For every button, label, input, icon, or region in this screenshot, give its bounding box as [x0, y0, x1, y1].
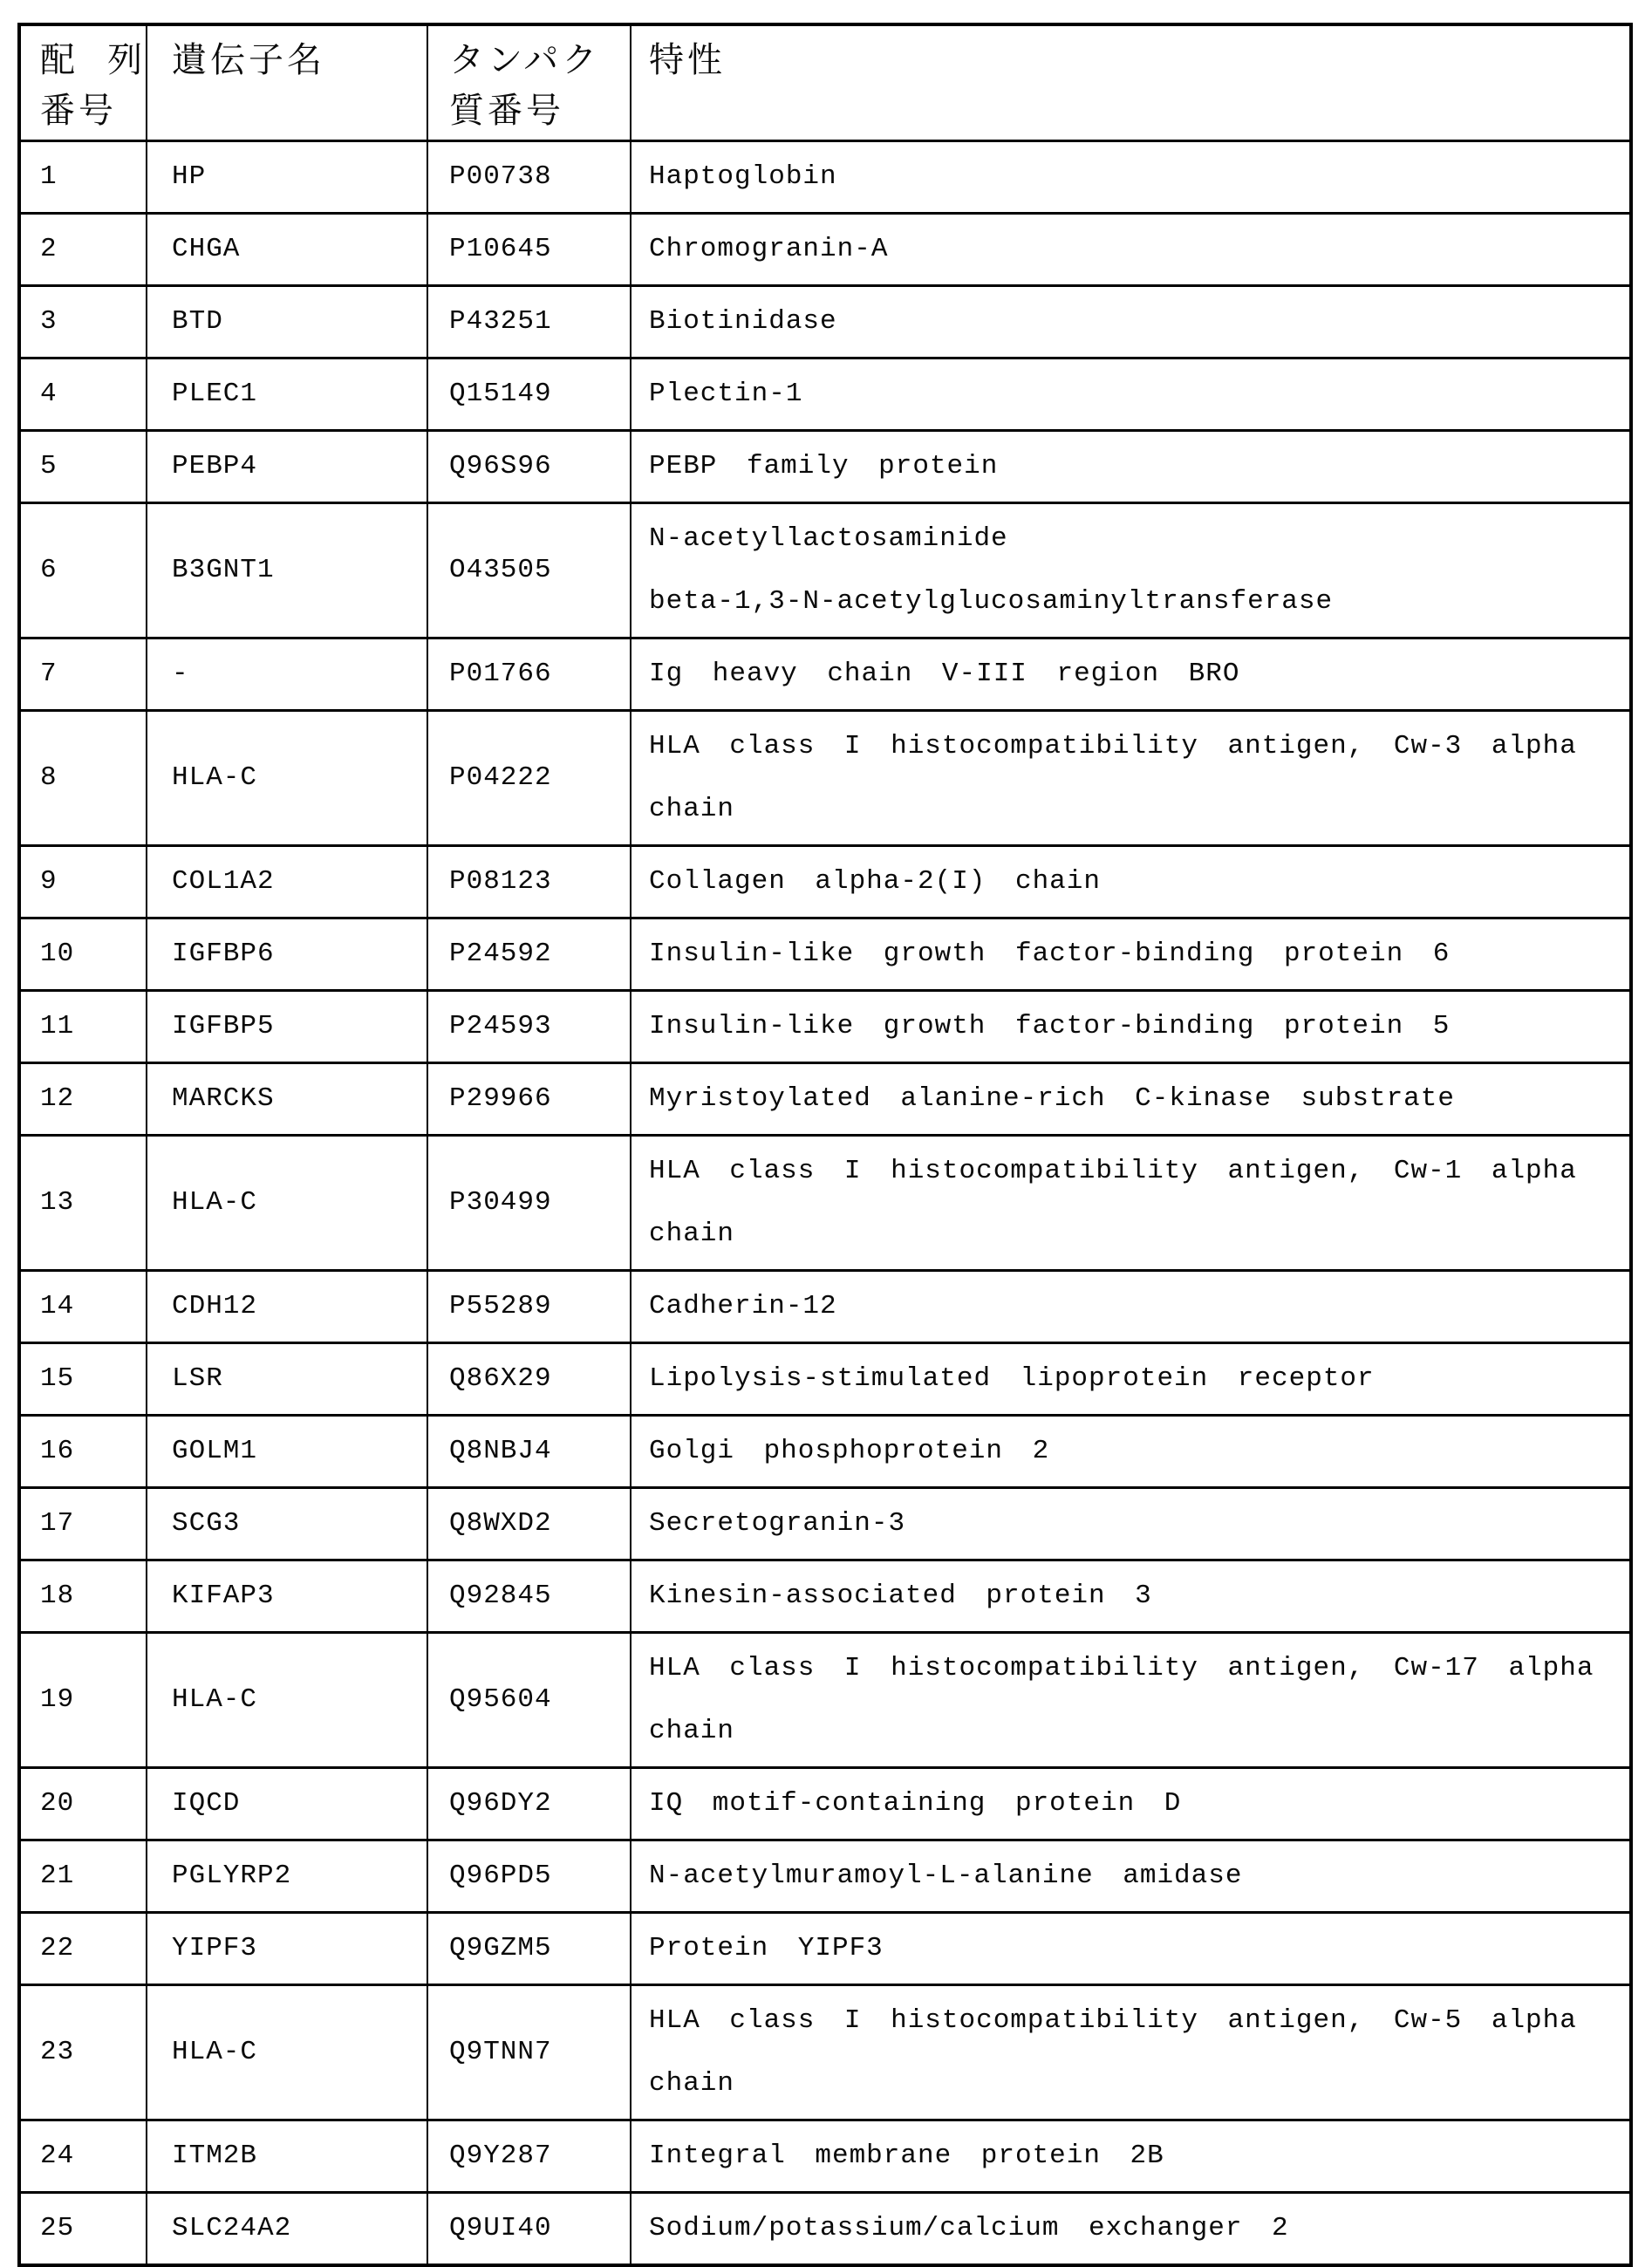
- cell-sequence-number: [21, 1769, 146, 1839]
- cell-sequence-number: [21, 2121, 146, 2191]
- sequence-number-text: 25: [40, 2213, 75, 2243]
- cell-gene-name: [146, 639, 427, 709]
- cell-protein-accession: [427, 639, 630, 709]
- cell-trait-description: [630, 1561, 1629, 1631]
- trait-description-text: Sodium/potassium/calcium exchanger 2: [649, 2213, 1289, 2243]
- protein-accession-text: P43251: [449, 306, 552, 337]
- cell-trait-description: [630, 504, 1629, 637]
- table-row: [21, 2194, 1629, 2264]
- protein-accession-text: Q9Y287: [449, 2141, 552, 2171]
- cell-trait-description: [630, 992, 1629, 1062]
- gene-name-text: ITM2B: [172, 2141, 258, 2171]
- cell-trait-description: [630, 919, 1629, 989]
- protein-accession-text: O43505: [449, 555, 552, 585]
- gene-name-text: YIPF3: [172, 1933, 258, 1963]
- gene-name-text: PEBP4: [172, 451, 258, 481]
- gene-name-text: -: [172, 659, 189, 689]
- table-row: [21, 1064, 1629, 1137]
- cell-protein-accession: [427, 992, 630, 1062]
- cell-sequence-number: [21, 432, 146, 502]
- cell-sequence-number: [21, 2194, 146, 2264]
- trait-description-text: Myristoylated alanine-rich C-kinase substrate: [649, 1083, 1455, 1114]
- gene-name-text: IGFBP5: [172, 1011, 275, 1041]
- trait-description-text: Integral membrane protein 2B: [649, 2141, 1164, 2171]
- cell-trait-description: [630, 1986, 1629, 2119]
- trait-description-text: Golgi phosphoprotein 2: [649, 1436, 1050, 1466]
- protein-accession-text: P55289: [449, 1291, 552, 1321]
- cell-gene-name: [146, 1769, 427, 1839]
- cell-sequence-number: [21, 992, 146, 1062]
- cell-trait-description: [630, 432, 1629, 502]
- cell-sequence-number: [21, 919, 146, 989]
- cell-sequence-number: [21, 1986, 146, 2119]
- cell-trait-description: [630, 215, 1629, 284]
- protein-accession-text: P10645: [449, 234, 552, 264]
- trait-description-text: Ig heavy chain V-III region BRO: [649, 659, 1240, 689]
- sequence-number-text: 4: [40, 379, 58, 409]
- protein-accession-text: Q96DY2: [449, 1788, 552, 1819]
- trait-description-text: Cadherin-12: [649, 1291, 837, 1321]
- table-row: [21, 2121, 1629, 2194]
- cell-trait-description: [630, 1769, 1629, 1839]
- cell-gene-name: [146, 142, 427, 212]
- trait-description-text: Lipolysis-stimulated lipoprotein receptor: [649, 1363, 1375, 1394]
- cell-sequence-number: [21, 1914, 146, 1984]
- cell-trait-description: [630, 1417, 1629, 1486]
- cell-trait-description: [630, 1137, 1629, 1269]
- trait-description-text: N-acetyllactosaminide: [649, 523, 1008, 554]
- sequence-number-text: 8: [40, 762, 58, 793]
- cell-protein-accession: [427, 504, 630, 637]
- cell-protein-accession: [427, 1489, 630, 1559]
- protein-accession-text: P24592: [449, 939, 552, 969]
- protein-accession-text: Q92845: [449, 1581, 552, 1611]
- cell-protein-accession: [427, 1137, 630, 1269]
- cell-gene-name: [146, 1841, 427, 1911]
- trait-description-text: chain: [649, 2068, 735, 2099]
- protein-accession-text: Q8WXD2: [449, 1508, 552, 1539]
- cell-protein-accession: [427, 2194, 630, 2264]
- sequence-number-text: 14: [40, 1291, 75, 1321]
- gene-name-text: B3GNT1: [172, 555, 275, 585]
- cell-gene-name: [146, 2194, 427, 2264]
- trait-description-text: Secretogranin-3: [649, 1508, 906, 1539]
- protein-accession-text: P29966: [449, 1083, 552, 1114]
- table-row: [21, 712, 1629, 847]
- protein-accession-text: Q8NBJ4: [449, 1436, 552, 1466]
- table-row: [21, 1986, 1629, 2121]
- trait-description-text: HLA class I histocompatibility antigen, Cw-3 alpha: [649, 731, 1577, 761]
- protein-accession-text: Q95604: [449, 1684, 552, 1715]
- gene-name-text: MARCKS: [172, 1083, 275, 1114]
- trait-description-text: HLA class I histocompatibility antigen, Cw-5 alpha: [649, 2005, 1577, 2036]
- header-label: 遺伝子名: [172, 41, 325, 79]
- sequence-number-text: 21: [40, 1861, 75, 1891]
- trait-description-text: Collagen alpha-2(I) chain: [649, 866, 1101, 897]
- cell-trait-description: [630, 1344, 1629, 1414]
- protein-accession-text: Q9GZM5: [449, 1933, 552, 1963]
- cell-sequence-number: [21, 287, 146, 357]
- protein-accession-text: P04222: [449, 762, 552, 793]
- cell-gene-name: [146, 847, 427, 917]
- gene-name-text: SLC24A2: [172, 2213, 292, 2243]
- cell-gene-name: [146, 1344, 427, 1414]
- header-cell-seq: [21, 26, 146, 140]
- gene-name-text: IGFBP6: [172, 939, 275, 969]
- sequence-number-text: 13: [40, 1187, 75, 1218]
- trait-description-text: Kinesin-associated protein 3: [649, 1581, 1152, 1611]
- sequence-number-text: 9: [40, 866, 58, 897]
- table-row: [21, 142, 1629, 215]
- cell-sequence-number: [21, 1417, 146, 1486]
- cell-sequence-number: [21, 639, 146, 709]
- cell-gene-name: [146, 1272, 427, 1342]
- cell-protein-accession: [427, 215, 630, 284]
- cell-protein-accession: [427, 712, 630, 844]
- sequence-number-text: 1: [40, 161, 58, 192]
- cell-sequence-number: [21, 1137, 146, 1269]
- trait-description-text: Chromogranin-A: [649, 234, 889, 264]
- gene-name-text: HP: [172, 161, 207, 192]
- table-row: [21, 1561, 1629, 1634]
- sequence-number-text: 24: [40, 2141, 75, 2171]
- header-label: 特性: [649, 41, 726, 79]
- cell-gene-name: [146, 359, 427, 429]
- trait-description-text: N-acetylmuramoyl-L-alanine amidase: [649, 1861, 1243, 1891]
- header-cell-gene: [146, 26, 427, 140]
- cell-trait-description: [630, 2194, 1629, 2264]
- sequence-number-text: 17: [40, 1508, 75, 1539]
- table-row: [21, 1417, 1629, 1489]
- cell-gene-name: [146, 504, 427, 637]
- cell-protein-accession: [427, 1914, 630, 1984]
- cell-protein-accession: [427, 1561, 630, 1631]
- header-cell-protein: [427, 26, 630, 140]
- cell-protein-accession: [427, 1272, 630, 1342]
- cell-protein-accession: [427, 1986, 630, 2119]
- cell-trait-description: [630, 1064, 1629, 1134]
- protein-accession-text: Q9UI40: [449, 2213, 552, 2243]
- cell-sequence-number: [21, 1272, 146, 1342]
- cell-sequence-number: [21, 142, 146, 212]
- gene-name-text: CHGA: [172, 234, 241, 264]
- table-row: [21, 1489, 1629, 1561]
- header-label: タンパク: [449, 41, 601, 79]
- cell-gene-name: [146, 432, 427, 502]
- trait-description-text: Protein YIPF3: [649, 1933, 884, 1963]
- trait-description-text: Haptoglobin: [649, 161, 837, 192]
- table-row: [21, 432, 1629, 504]
- trait-description-text: Plectin-1: [649, 379, 803, 409]
- cell-trait-description: [630, 1841, 1629, 1911]
- table-row: [21, 847, 1629, 919]
- cell-sequence-number: [21, 847, 146, 917]
- gene-name-text: HLA-C: [172, 1684, 258, 1715]
- gene-name-text: CDH12: [172, 1291, 258, 1321]
- header-label: 番号: [40, 92, 117, 130]
- trait-description-text: PEBP family protein: [649, 451, 999, 481]
- cell-gene-name: [146, 215, 427, 284]
- trait-description-text: Insulin-like growth factor-binding protein 6: [649, 939, 1451, 969]
- cell-trait-description: [630, 359, 1629, 429]
- sequence-number-text: 18: [40, 1581, 75, 1611]
- table-row: [21, 919, 1629, 992]
- cell-sequence-number: [21, 1634, 146, 1766]
- cell-gene-name: [146, 1489, 427, 1559]
- cell-sequence-number: [21, 712, 146, 844]
- trait-description-text: HLA class I histocompatibility antigen, Cw-17 alpha: [649, 1653, 1594, 1683]
- table-row: [21, 1137, 1629, 1272]
- table-row: [21, 639, 1629, 712]
- cell-trait-description: [630, 1634, 1629, 1766]
- trait-description-text: beta-1,3-N-acetylglucosaminyltransferase: [649, 586, 1334, 617]
- gene-name-text: BTD: [172, 306, 223, 337]
- cell-sequence-number: [21, 1561, 146, 1631]
- table-row: [21, 1841, 1629, 1914]
- cell-trait-description: [630, 2121, 1629, 2191]
- trait-description-text: chain: [649, 1716, 735, 1746]
- gene-name-text: HLA-C: [172, 1187, 258, 1218]
- cell-protein-accession: [427, 919, 630, 989]
- cell-trait-description: [630, 1272, 1629, 1342]
- cell-sequence-number: [21, 1064, 146, 1134]
- sequence-number-text: 6: [40, 555, 58, 585]
- cell-protein-accession: [427, 1344, 630, 1414]
- gene-name-text: SCG3: [172, 1508, 241, 1539]
- sequence-number-text: 7: [40, 659, 58, 689]
- cell-protein-accession: [427, 432, 630, 502]
- header-label: 配 列: [40, 41, 147, 79]
- protein-accession-text: Q9TNN7: [449, 2037, 552, 2067]
- protein-accession-text: P24593: [449, 1011, 552, 1041]
- cell-sequence-number: [21, 1489, 146, 1559]
- table-row: [21, 1914, 1629, 1986]
- trait-description-text: chain: [649, 794, 735, 824]
- header-cell-trait: [630, 26, 1629, 140]
- table-row: [21, 287, 1629, 359]
- trait-description-text: HLA class I histocompatibility antigen, Cw-1 alpha: [649, 1156, 1577, 1186]
- gene-name-text: HLA-C: [172, 762, 258, 793]
- cell-trait-description: [630, 847, 1629, 917]
- cell-gene-name: [146, 1417, 427, 1486]
- sequence-number-text: 11: [40, 1011, 75, 1041]
- cell-protein-accession: [427, 1064, 630, 1134]
- cell-protein-accession: [427, 1769, 630, 1839]
- protein-accession-text: Q96S96: [449, 451, 552, 481]
- cell-protein-accession: [427, 2121, 630, 2191]
- cell-sequence-number: [21, 504, 146, 637]
- cell-gene-name: [146, 1634, 427, 1766]
- cell-protein-accession: [427, 359, 630, 429]
- sequence-number-text: 10: [40, 939, 75, 969]
- trait-description-text: Biotinidase: [649, 306, 837, 337]
- protein-accession-text: P00738: [449, 161, 552, 192]
- cell-gene-name: [146, 1064, 427, 1134]
- sequence-number-text: 23: [40, 2037, 75, 2067]
- cell-sequence-number: [21, 1841, 146, 1911]
- cell-gene-name: [146, 1561, 427, 1631]
- cell-trait-description: [630, 712, 1629, 844]
- sequence-number-text: 5: [40, 451, 58, 481]
- gene-name-text: HLA-C: [172, 2037, 258, 2067]
- cell-protein-accession: [427, 1841, 630, 1911]
- sequence-number-text: 20: [40, 1788, 75, 1819]
- protein-accession-text: Q86X29: [449, 1363, 552, 1394]
- cell-gene-name: [146, 1986, 427, 2119]
- cell-gene-name: [146, 1914, 427, 1984]
- sequence-number-text: 15: [40, 1363, 75, 1394]
- protein-accession-text: Q15149: [449, 379, 552, 409]
- sequence-number-text: 19: [40, 1684, 75, 1715]
- protein-accession-text: P01766: [449, 659, 552, 689]
- protein-accession-text: P08123: [449, 866, 552, 897]
- table-row: [21, 1634, 1629, 1769]
- sequence-number-text: 16: [40, 1436, 75, 1466]
- cell-gene-name: [146, 712, 427, 844]
- cell-protein-accession: [427, 847, 630, 917]
- cell-trait-description: [630, 287, 1629, 357]
- cell-sequence-number: [21, 1344, 146, 1414]
- table-row: [21, 992, 1629, 1064]
- table-header-row: [21, 26, 1629, 142]
- gene-name-text: PLEC1: [172, 379, 258, 409]
- cell-trait-description: [630, 639, 1629, 709]
- cell-gene-name: [146, 287, 427, 357]
- table-row: [21, 1344, 1629, 1417]
- protein-accession-text: Q96PD5: [449, 1861, 552, 1891]
- cell-gene-name: [146, 919, 427, 989]
- cell-trait-description: [630, 142, 1629, 212]
- cell-trait-description: [630, 1914, 1629, 1984]
- header-label: 質番号: [449, 92, 564, 130]
- protein-accession-text: P30499: [449, 1187, 552, 1218]
- patent-protein-table: [17, 23, 1633, 2267]
- cell-sequence-number: [21, 359, 146, 429]
- gene-name-text: LSR: [172, 1363, 223, 1394]
- sequence-number-text: 12: [40, 1083, 75, 1114]
- sequence-number-text: 3: [40, 306, 58, 337]
- gene-name-text: COL1A2: [172, 866, 275, 897]
- cell-protein-accession: [427, 142, 630, 212]
- gene-name-text: PGLYRP2: [172, 1861, 292, 1891]
- table-row: [21, 504, 1629, 639]
- cell-protein-accession: [427, 287, 630, 357]
- cell-protein-accession: [427, 1417, 630, 1486]
- table-row: [21, 215, 1629, 287]
- cell-gene-name: [146, 992, 427, 1062]
- gene-name-text: IQCD: [172, 1788, 241, 1819]
- table-row: [21, 1769, 1629, 1841]
- cell-gene-name: [146, 1137, 427, 1269]
- gene-name-text: GOLM1: [172, 1436, 258, 1466]
- gene-name-text: KIFAP3: [172, 1581, 275, 1611]
- trait-description-text: Insulin-like growth factor-binding protein 5: [649, 1011, 1451, 1041]
- cell-gene-name: [146, 2121, 427, 2191]
- cell-protein-accession: [427, 1634, 630, 1766]
- table-row: [21, 359, 1629, 432]
- sequence-number-text: 22: [40, 1933, 75, 1963]
- trait-description-text: IQ motif-containing protein D: [649, 1788, 1182, 1819]
- cell-sequence-number: [21, 215, 146, 284]
- trait-description-text: chain: [649, 1219, 735, 1249]
- table-row: [21, 1272, 1629, 1344]
- sequence-number-text: 2: [40, 234, 58, 264]
- cell-trait-description: [630, 1489, 1629, 1559]
